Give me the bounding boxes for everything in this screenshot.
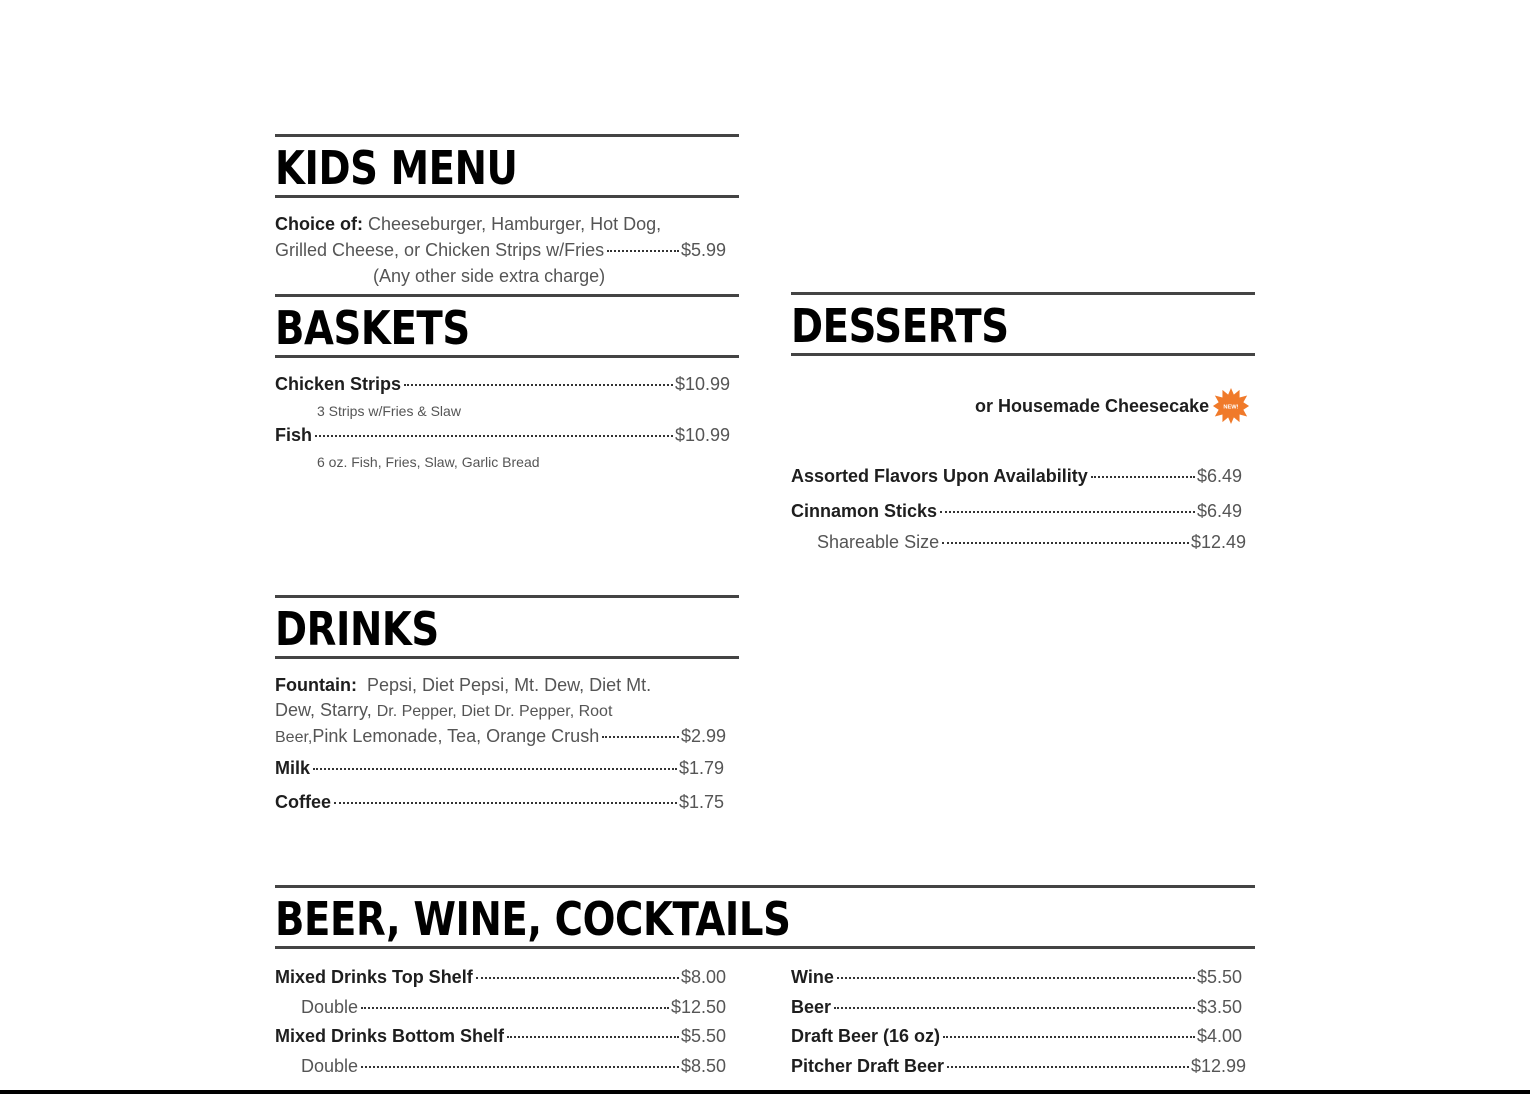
kids-choice-line-1: [275, 212, 735, 237]
dot-leader: [313, 768, 677, 770]
fountain-line-1: [275, 673, 735, 698]
drinks-top-rule: [275, 595, 739, 598]
dessert-item-cinnamon: [791, 500, 1242, 522]
cheesecake-label: or Housemade Cheesecake: [975, 396, 1210, 416]
bar-item-name: Mixed Drinks Bottom Shelf: [275, 1026, 505, 1046]
drinks-bottom-rule: [275, 656, 739, 659]
fountain-price: $2.99: [680, 726, 726, 746]
bar-bottom-rule: [275, 946, 1255, 949]
bar-item-price: $5.50: [680, 1026, 726, 1046]
bar-item-name: Beer: [791, 997, 832, 1017]
kids-top-rule: [275, 134, 739, 137]
fountain-line-3: [275, 725, 726, 749]
bar-item-price: $3.50: [1196, 997, 1242, 1017]
basket-item-price: $10.99: [674, 374, 730, 394]
fountain-line-2: [275, 698, 735, 724]
fountain-items: Pink Lemonade, Tea, Orange Crush: [312, 726, 600, 746]
bar-item-name: Pitcher Draft Beer: [791, 1056, 945, 1076]
dot-leader: [476, 977, 679, 979]
dot-leader: [602, 736, 679, 738]
bar-title: BEER, WINE, COCKTAILS: [275, 892, 791, 946]
dessert-cheesecake: [975, 395, 1209, 417]
basket-item-desc: 3 Strips w/Fries & Slaw: [317, 403, 461, 419]
desserts-title: DESSERTS: [791, 299, 1009, 353]
desserts-top-rule: [791, 292, 1255, 295]
bar-item-top-shelf: [275, 966, 726, 988]
kids-choice-line-2: [275, 239, 726, 261]
bar-item-bottom-shelf-double: [301, 1055, 726, 1077]
bar-item-name: Draft Beer (16 oz): [791, 1026, 941, 1046]
basket-item-name: Chicken Strips: [275, 374, 402, 394]
kids-bottom-rule: [275, 195, 739, 198]
bar-top-rule: [275, 885, 1255, 888]
dot-leader: [943, 1036, 1195, 1038]
kids-choice-items-2: Grilled Cheese, or Chicken Strips w/Fries: [275, 240, 605, 260]
dot-leader: [947, 1066, 1189, 1068]
dot-leader: [507, 1036, 679, 1038]
bar-item-price: $12.99: [1190, 1056, 1246, 1076]
dessert-item-name: Cinnamon Sticks: [791, 501, 938, 521]
bar-item-draft: [791, 1025, 1242, 1047]
fountain-items-small: Beer,: [275, 729, 313, 746]
kids-choice-items: Cheeseburger, Hamburger, Hot Dog,: [368, 214, 662, 234]
dot-leader: [607, 250, 679, 252]
dot-leader: [940, 511, 1195, 513]
kids-price: $5.99: [680, 240, 726, 260]
bar-item-name: Mixed Drinks Top Shelf: [275, 967, 473, 987]
bar-item-name: Wine: [791, 967, 834, 987]
dot-leader: [315, 435, 673, 437]
fountain-items: Dew, Starry,: [275, 700, 377, 720]
drink-item-price: $1.79: [678, 758, 724, 778]
dot-leader: [361, 1066, 679, 1068]
fountain-items: Pepsi, Diet Pepsi, Mt. Dew, Diet Mt.: [367, 675, 652, 695]
bar-item-price: $4.00: [1196, 1026, 1242, 1046]
bar-item-price: $8.00: [680, 967, 726, 987]
kids-menu-title: KIDS MENU: [275, 141, 518, 195]
new-badge-icon: [1212, 387, 1250, 425]
dot-leader: [834, 1007, 1195, 1009]
drink-item-name: Milk: [275, 758, 311, 778]
basket-item-fish: [275, 424, 730, 446]
dessert-item-name: Assorted Flavors Upon Availability: [791, 466, 1088, 486]
dot-leader: [361, 1007, 669, 1009]
dot-leader: [1091, 476, 1195, 478]
dessert-item-price: $6.49: [1196, 501, 1242, 521]
dot-leader: [837, 977, 1195, 979]
bar-item-pitcher: [791, 1055, 1246, 1077]
bar-item-price: $8.50: [680, 1056, 726, 1076]
bar-item-name: Double: [301, 997, 359, 1017]
bar-item-price: $12.50: [670, 997, 726, 1017]
baskets-title: BASKETS: [275, 301, 470, 355]
dessert-item-price: $6.49: [1196, 466, 1242, 486]
bar-item-top-shelf-double: [301, 996, 726, 1018]
basket-item-name: Fish: [275, 425, 313, 445]
kids-choice-label: Choice of:: [275, 214, 363, 234]
dessert-item-name: Shareable Size: [817, 532, 940, 552]
dessert-item-shareable: [817, 531, 1246, 553]
fountain-label: Fountain:: [275, 675, 357, 695]
kids-side-note: (Any other side extra charge): [373, 266, 606, 286]
drink-item-coffee: [275, 791, 724, 813]
dot-leader: [942, 542, 1189, 544]
baskets-top-rule: [275, 294, 739, 297]
badge-text: NEW!: [1223, 404, 1239, 411]
basket-item-chicken: [275, 373, 730, 395]
desserts-bottom-rule: [791, 353, 1255, 356]
drinks-title: DRINKS: [275, 602, 439, 656]
dessert-item-assorted: [791, 465, 1242, 487]
baskets-bottom-rule: [275, 355, 739, 358]
bar-item-beer: [791, 996, 1242, 1018]
drink-item-name: Coffee: [275, 792, 332, 812]
dot-leader: [404, 384, 673, 386]
bar-item-price: $5.50: [1196, 967, 1242, 987]
basket-item-price: $10.99: [674, 425, 730, 445]
bar-item-bottom-shelf: [275, 1025, 726, 1047]
bar-item-name: Double: [301, 1056, 359, 1076]
page-bottom-border: [0, 1090, 1530, 1094]
dessert-item-price: $12.49: [1190, 532, 1246, 552]
drink-item-price: $1.75: [678, 792, 724, 812]
fountain-items-small: Dr. Pepper, Diet Dr. Pepper, Root: [376, 703, 613, 720]
dot-leader: [334, 802, 677, 804]
drink-item-milk: [275, 757, 724, 779]
basket-item-desc: 6 oz. Fish, Fries, Slaw, Garlic Bread: [317, 454, 540, 470]
bar-item-wine: [791, 966, 1242, 988]
